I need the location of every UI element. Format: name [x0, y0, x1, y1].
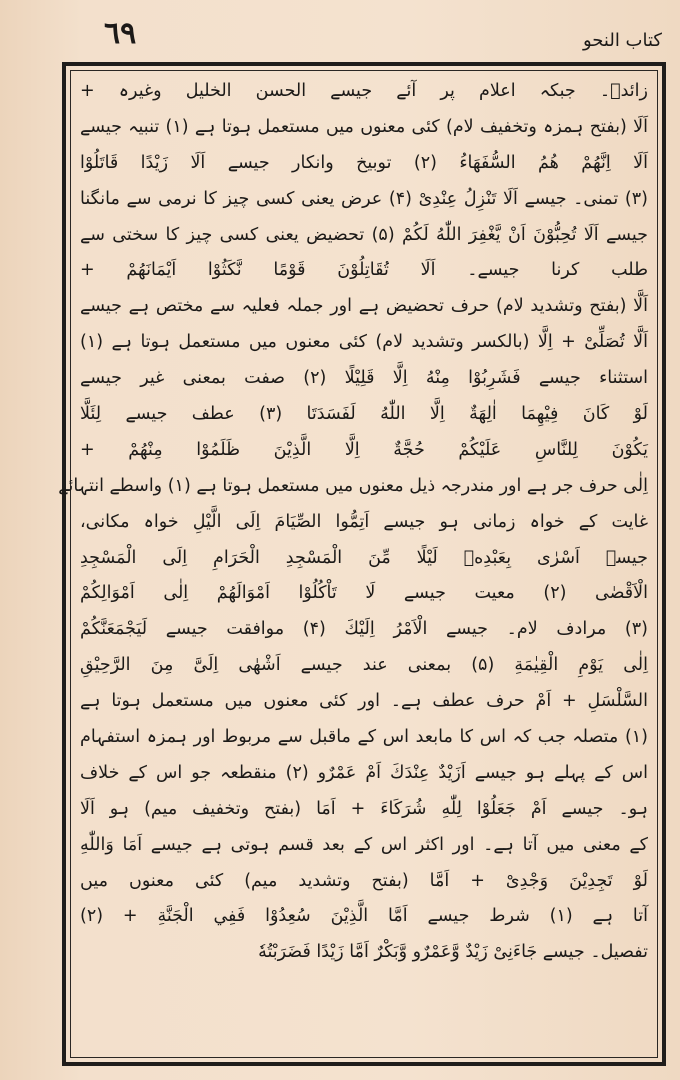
- text-line: استثناء جیسے فَشَرِبُوْا مِنْهُ اِلَّا قَلِيْلًا (۲) صفت بمعنی غیر جیسے: [80, 368, 648, 389]
- text-line: جیسے اَلَا تُحِبُّوْنَ اَنْ يَّغْفِرَ اللّٰهُ لَكُمْ (۵) تحضیض یعنی کسی چیز کا سختی سے: [80, 224, 648, 245]
- text-line: الْاَقْصٰى (۲) معیت جیسے لَا تَاْكُلُوْا اَمْوَالَهُمْ اِلٰى اَمْوَالِكُمْ: [80, 583, 648, 604]
- text-line: اَلَا (بفتح ہمزہ وتخفیف لام) کئی معنوں میں مستعمل ہوتا ہے (۱) تنبیہ جیسے: [80, 116, 648, 137]
- text-line: جیسے اَسْرٰى بِعَبْدِهٖ لَيْلًا مِّنَ الْمَسْجِدِ الْحَرَامِ اِلَى الْمَسْجِدِ: [80, 547, 648, 568]
- text-line: لَوْ تَجِدِيْنَ وَجْدِیْ + اَمَّا (بفتح وتشدید میم) کئی معنوں میں: [80, 870, 648, 891]
- text-line: يَكُوْنَ لِلنَّاسِ عَلَيْكُمْ حُجَّةٌ اِلَّا الَّذِيْنَ ظَلَمُوْا مِنْهُمْ +: [80, 439, 648, 460]
- text-line: زائدؔ۔ جبکہ اعلام پر آئے جیسے الحسن الخلیل وغیرہ +: [80, 81, 648, 101]
- text-line: اس کے پہلے ہو جیسے اَزَيْدٌ عِنْدَكَ اَمْ عَمْرٌو (۲) منقطعہ جو اس کے خلاف: [80, 762, 648, 783]
- text-line: اَلَا اِنَّهُمْ هُمُ السُّفَهَاءُ (۲) توبیخ وانکار جیسے اَلَا زَيْدًا قَاتَلُوْا: [80, 152, 648, 173]
- text-line: اِلٰى حرف جر ہے اور مندرجہ ذیل معنوں میں مستعمل ہوتا ہے (۱) واسطے انتہائے: [58, 475, 648, 496]
- text-line: اِلٰى يَوْمِ الْقِيٰمَةِ (۵) بمعنی عند جیسے اَشْهٰى اِلَیَّ مِنَ الرَّحِيْقِ: [80, 655, 648, 676]
- text-block: [58, 74, 652, 1046]
- text-line: لَوْ كَانَ فِيْهِمَا اٰلِهَةٌ اِلَّا اللّٰهُ لَفَسَدَتَا (۳) عطف جیسے لِئَلَّا: [80, 404, 648, 425]
- text-line: اَلَّا (بفتح وتشدید لام) حرف تحضیض ہے اور جملہ فعلیہ سے مختص ہے جیسے: [80, 296, 648, 317]
- text-line: ہو۔ جیسے اَمْ جَعَلُوْا لِلّٰهِ شُرَكَاءَ + اَمَا (بفتح وتخفیف میم) ہو اَلَا: [80, 798, 648, 819]
- text-line: (۳) مرادف لام۔ جیسے الْاَمْرُ اِلَيْكَ (۴) موافقت جیسے لَيَجْمَعَنَّكُمْ: [80, 619, 648, 640]
- text-line: تفصیل۔ جیسے جَاءَنِیْ زَيْدٌ وَّعَمْرٌو وَّبَكْرٌ اَمَّا زَيْدًا فَضَرَبْتُهٗ: [258, 942, 648, 963]
- text-line: السَّلْسَلِ + اَمْ حرف عطف ہے۔ اور کئی معنوں میں مستعمل ہوتا ہے: [80, 691, 648, 712]
- text-line: اَلَّا تُصَلِّیْ + اِلَّا (بالکسر وتشدید لام) کئی معنوں میں مستعمل ہوتا ہے (۱): [80, 332, 648, 353]
- book-title: کتاب النحو: [583, 30, 662, 51]
- text-line: (۳) تمنی۔ جیسے اَلَا تَنْزِلُ عِنْدِیْ (۴) عرض یعنی کسی چیز کا نرمی سے مانگنا: [80, 188, 648, 209]
- page-number: ٦٩: [104, 16, 137, 51]
- text-line: کے معنی میں آتا ہے۔ اور اکثر اس کے بعد قسم ہوتی ہے جیسے اَمَا وَاللّٰهِ: [80, 834, 648, 855]
- text-line: طلب کرنا جیسے۔ اَلَا تُقَاتِلُوْنَ قَوْمًا نَّكَثُوْا اَيْمَانَهُمْ +: [80, 260, 648, 281]
- text-line: آتا ہے (۱) شرط جیسے اَمَّا الَّذِيْنَ سُعِدُوْا فَفِي الْجَنَّةِ + (۲): [80, 906, 648, 927]
- text-line: غایت کے خواہ زمانی ہو جیسے اَتِمُّوا الصِّيَامَ اِلَى الَّيْلِ خواہ مکانی،: [80, 511, 648, 532]
- text-line: (۱) متصلہ جب کہ اس کا مابعد اس کے ماقبل سے مربوط اور ہمزہ استفہام: [80, 727, 648, 748]
